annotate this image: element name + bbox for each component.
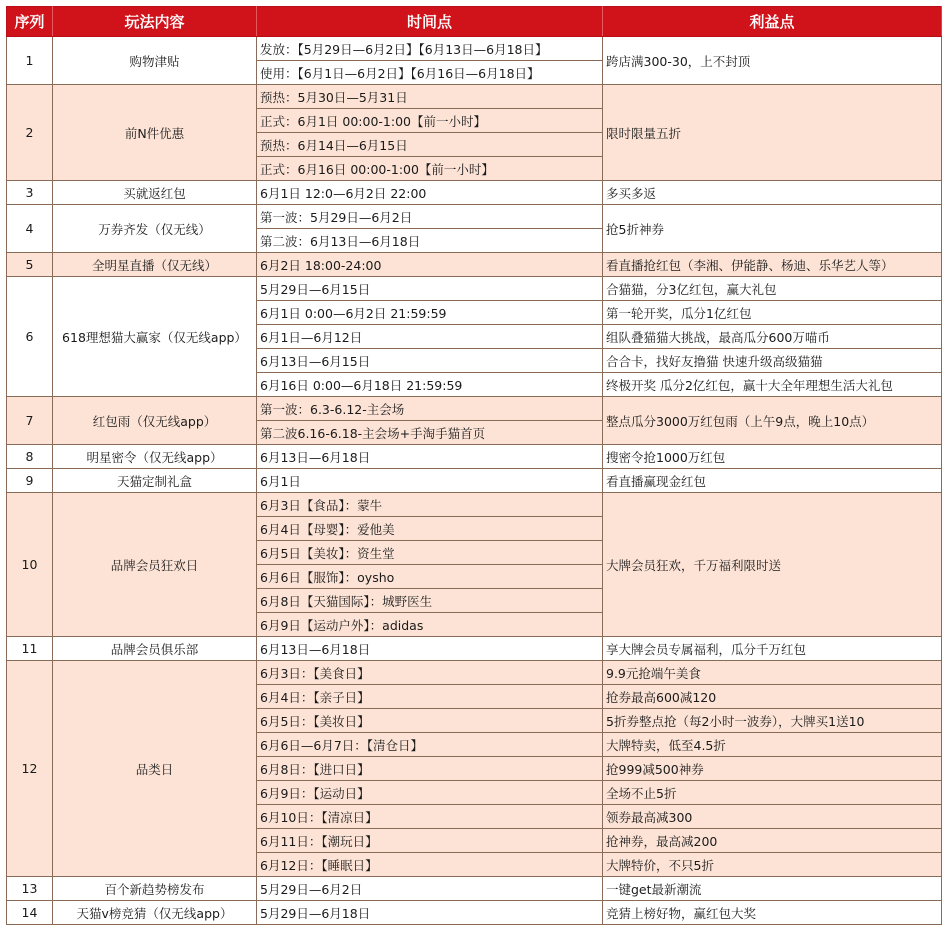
benefit-cell: 搜密令抢1000万红包 — [603, 445, 942, 469]
time-cell: 正式：6月16日 00:00-1:00【前一小时】 — [257, 157, 603, 181]
time-cell: 5月29日—6月15日 — [257, 277, 603, 301]
time-cell: 6月13日—6月18日 — [257, 637, 603, 661]
row-index: 8 — [7, 445, 53, 469]
row-index: 3 — [7, 181, 53, 205]
table-row — [7, 637, 942, 661]
benefit-cell: 看直播赢现金红包 — [603, 469, 942, 493]
row-index: 6 — [7, 277, 53, 397]
activity-name: 前N件优惠 — [53, 85, 257, 181]
benefit-cell: 抢5折神券 — [603, 205, 942, 253]
header-time: 时间点 — [257, 7, 603, 37]
benefit-cell: 整点瓜分3000万红包雨（上午9点，晚上10点） — [603, 397, 942, 445]
benefit-cell: 大牌会员狂欢，千万福利限时送 — [603, 493, 942, 637]
benefit-cell: 看直播抢红包（李湘、伊能静、杨迪、乐华艺人等） — [603, 253, 942, 277]
activity-name: 天猫v榜竞猜（仅无线app） — [53, 901, 257, 925]
time-cell: 6月5日【美妆】：资生堂 — [257, 541, 603, 565]
time-cell: 6月13日—6月15日 — [257, 349, 603, 373]
row-index: 5 — [7, 253, 53, 277]
time-cell: 6月6日【服饰】：oysho — [257, 565, 603, 589]
benefit-cell: 合合卡，找好友撸猫 快速升级高级猫猫 — [603, 349, 942, 373]
benefit-cell: 享大牌会员专属福利，瓜分千万红包 — [603, 637, 942, 661]
promotion-schedule-table — [6, 6, 942, 925]
activity-name: 万券齐发（仅无线） — [53, 205, 257, 253]
row-index: 7 — [7, 397, 53, 445]
activity-name: 618理想猫大赢家（仅无线app） — [53, 277, 257, 397]
time-cell: 6月1日 — [257, 469, 603, 493]
table-row — [7, 253, 942, 277]
time-cell: 6月4日：【亲子日】 — [257, 685, 603, 709]
table-row — [7, 205, 942, 229]
benefit-cell: 组队叠猫猫大挑战，最高瓜分600万喵币 — [603, 325, 942, 349]
time-cell: 6月11日：【潮玩日】 — [257, 829, 603, 853]
benefit-cell: 5折券整点抢（每2小时一波券），大牌买1送10 — [603, 709, 942, 733]
time-cell: 6月8日【天猫国际】：城野医生 — [257, 589, 603, 613]
benefit-cell: 全场不止5折 — [603, 781, 942, 805]
benefit-cell: 合猫猫，分3亿红包，赢大礼包 — [603, 277, 942, 301]
row-index: 9 — [7, 469, 53, 493]
table-row — [7, 877, 942, 901]
header-index: 序列 — [7, 7, 53, 37]
time-cell: 使用：【6月1日—6月2日】【6月16日—6月18日】 — [257, 61, 603, 85]
time-cell: 正式：6月1日 00:00-1:00【前一小时】 — [257, 109, 603, 133]
time-cell: 第一波：6.3-6.12-主会场 — [257, 397, 603, 421]
activity-name: 购物津贴 — [53, 37, 257, 85]
time-cell: 6月3日【食品】：蒙牛 — [257, 493, 603, 517]
activity-name: 天猫定制礼盒 — [53, 469, 257, 493]
table-row — [7, 37, 942, 61]
benefit-cell: 大牌特卖，低至4.5折 — [603, 733, 942, 757]
table-row — [7, 493, 942, 517]
time-cell: 6月1日—6月12日 — [257, 325, 603, 349]
table-row — [7, 277, 942, 301]
table-header-row — [7, 7, 942, 37]
time-cell: 第二波：6月13日—6月18日 — [257, 229, 603, 253]
table-row — [7, 181, 942, 205]
row-index: 14 — [7, 901, 53, 925]
benefit-cell: 终极开奖 瓜分2亿红包，赢十大全年理想生活大礼包 — [603, 373, 942, 397]
benefit-cell: 限时限量五折 — [603, 85, 942, 181]
row-index: 10 — [7, 493, 53, 637]
time-cell: 6月4日【母婴】：爱他美 — [257, 517, 603, 541]
time-cell: 5月29日—6月2日 — [257, 877, 603, 901]
table-row — [7, 397, 942, 421]
time-cell: 5月29日—6月18日 — [257, 901, 603, 925]
time-cell: 6月3日：【美食日】 — [257, 661, 603, 685]
benefit-cell: 第一轮开奖，瓜分1亿红包 — [603, 301, 942, 325]
benefit-cell: 抢999减500神券 — [603, 757, 942, 781]
activity-name: 品牌会员狂欢日 — [53, 493, 257, 637]
activity-name: 买就返红包 — [53, 181, 257, 205]
row-index: 1 — [7, 37, 53, 85]
benefit-cell: 竞猜上榜好物，赢红包大奖 — [603, 901, 942, 925]
time-cell: 发放：【5月29日—6月2日】【6月13日—6月18日】 — [257, 37, 603, 61]
table-body — [7, 37, 942, 925]
row-index: 12 — [7, 661, 53, 877]
time-cell: 6月13日—6月18日 — [257, 445, 603, 469]
time-cell: 第一波：5月29日—6月2日 — [257, 205, 603, 229]
time-cell: 6月12日：【睡眠日】 — [257, 853, 603, 877]
benefit-cell: 大牌特价，不只5折 — [603, 853, 942, 877]
time-cell: 6月9日：【运动日】 — [257, 781, 603, 805]
activity-name: 百个新趋势榜发布 — [53, 877, 257, 901]
benefit-cell: 跨店满300-30，上不封顶 — [603, 37, 942, 85]
benefit-cell: 9.9元抢端午美食 — [603, 661, 942, 685]
benefit-cell: 抢券最高600减120 — [603, 685, 942, 709]
row-index: 4 — [7, 205, 53, 253]
time-cell: 6月1日 0:00—6月2日 21:59:59 — [257, 301, 603, 325]
time-cell: 6月8日：【进口日】 — [257, 757, 603, 781]
table-row — [7, 85, 942, 109]
row-index: 13 — [7, 877, 53, 901]
table-row — [7, 469, 942, 493]
time-cell: 预热：5月30日—5月31日 — [257, 85, 603, 109]
activity-name: 品牌会员俱乐部 — [53, 637, 257, 661]
time-cell: 6月9日【运动户外】：adidas — [257, 613, 603, 637]
table-row — [7, 661, 942, 685]
time-cell: 6月1日 12:0—6月2日 22:00 — [257, 181, 603, 205]
time-cell: 第二波6.16-6.18-主会场+手淘手猫首页 — [257, 421, 603, 445]
header-benefit: 利益点 — [603, 7, 942, 37]
time-cell: 6月10日：【清凉日】 — [257, 805, 603, 829]
time-cell: 6月2日 18:00-24:00 — [257, 253, 603, 277]
benefit-cell: 多买多返 — [603, 181, 942, 205]
table-row — [7, 901, 942, 925]
row-index: 2 — [7, 85, 53, 181]
benefit-cell: 领券最高减300 — [603, 805, 942, 829]
time-cell: 6月6日—6月7日：【清仓日】 — [257, 733, 603, 757]
time-cell: 预热：6月14日—6月15日 — [257, 133, 603, 157]
activity-name: 红包雨（仅无线app） — [53, 397, 257, 445]
activity-name: 明星密令（仅无线app） — [53, 445, 257, 469]
table-row — [7, 445, 942, 469]
header-activity: 玩法内容 — [53, 7, 257, 37]
row-index: 11 — [7, 637, 53, 661]
benefit-cell: 一键get最新潮流 — [603, 877, 942, 901]
time-cell: 6月16日 0:00—6月18日 21:59:59 — [257, 373, 603, 397]
activity-name: 全明星直播（仅无线） — [53, 253, 257, 277]
time-cell: 6月5日：【美妆日】 — [257, 709, 603, 733]
activity-name: 品类日 — [53, 661, 257, 877]
benefit-cell: 抢神券，最高减200 — [603, 829, 942, 853]
